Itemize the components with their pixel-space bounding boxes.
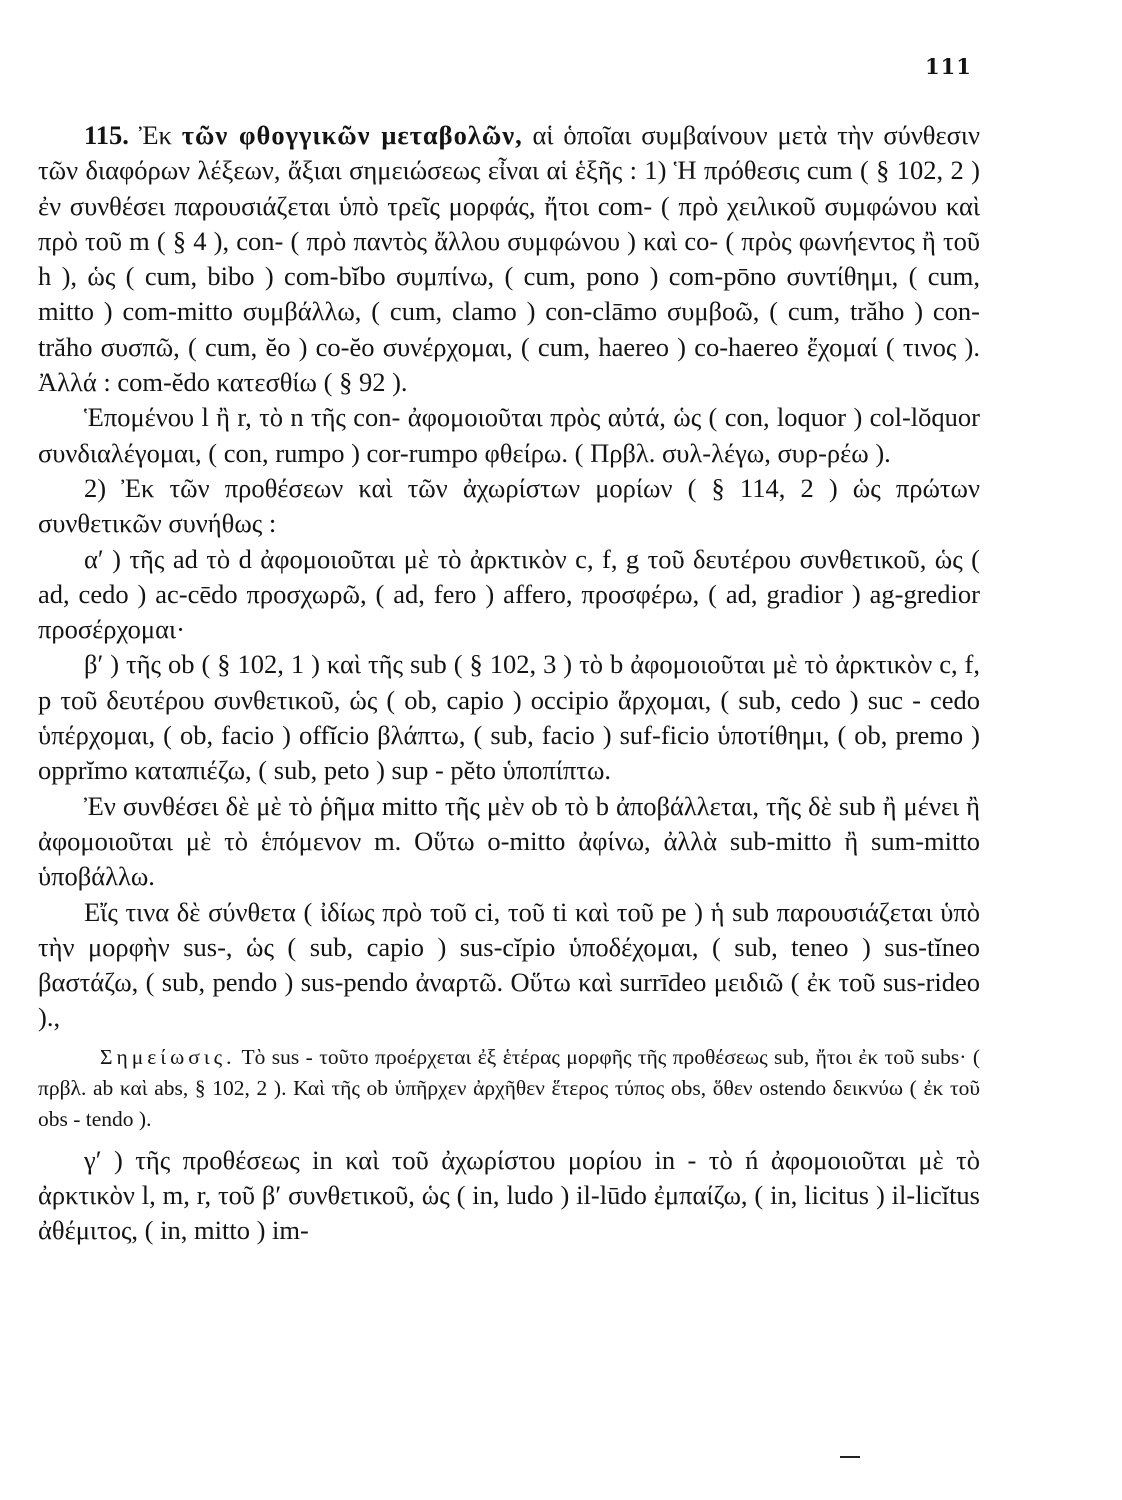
section-number: 115. (84, 120, 129, 150)
paragraph-mitto: Ἐν συνθέσει δὲ μὲ τὸ ῥῆμα mitto τῆς μὲν ob τὸ b ἀποβάλλεται, τῆς δὲ sub ἢ μένει ἢ ἀφομοιοῦται μὲ τὸ ἑπόμενον m. Οὕτω o-mitto ἀφίνω, ἀλλὰ sub-mitto ἢ sum-mitto ὑποβάλλω. (38, 790, 980, 892)
paragraph-prepositions: 2) Ἐκ τῶν προθέσεων καὶ τῶν ἀχωρίστων μορίων ( § 114, 2 ) ὡς πρώτων συνθετικῶν συνήθως : (38, 472, 980, 539)
note-block (38, 1042, 980, 1135)
paragraph-assimilation-con: Ἑπομένου l ἢ r, τὸ n τῆς con- ἀφομοιοῦται πρὸς αὐτά, ὡς ( con, loquor ) col-lŏquor συνδιαλέγομαι, ( con, rumpo ) cor-rumpo φθείρω. ( Πρβλ. συλ-λέγω, συρ-ρέω ). (38, 402, 980, 468)
page-body (38, 118, 980, 1249)
paragraph-beta-ob-sub: β′ ) τῆς ob ( § 102, 1 ) καὶ τῆς sub ( § 102, 3 ) τὸ b ἀφομοιοῦται μὲ τὸ ἀρκτικὸν c, f, p τοῦ δευτέρου συνθετικοῦ, ὡς ( ob, capio ) occipio ἄρχομαι, ( sub, cedo ) suc - cedo ὑπέρχομαι, ( ob, facio ) offĭcio βλάπτω, ( sub, facio ) suf-ficio ὑποτίθημι, ( ob, premo ) opprĭmo καταπιέζω, ( sub, peto ) sup - pĕto ὑποπίπτω. (38, 649, 980, 786)
note-text: Τὸ sus - τοῦτο προέρχεται ἐξ ἑτέρας μορφῆς τῆς προθέσεως sub, ἤτοι ἐκ τοῦ subs· ( πρβλ. ab καὶ abs, § 102, 2 ). Καὶ τῆς ob ὑπῆρχεν ἀρχῆθεν ἕτερος τύπος obs, ὅθεν ostendo δεικνύω ( ἐκ τοῦ obs - tendo ). (38, 1044, 980, 1131)
section-heading: τῶν φθογγικῶν μεταβολῶν, (181, 120, 523, 150)
page-number: 111 (925, 54, 972, 79)
section-intro-word: Ἐκ (138, 120, 172, 150)
paragraph-sus: Εἴς τινα δὲ σύνθετα ( ἰδίως πρὸ τοῦ ci, τοῦ ti καὶ τοῦ pe ) ἡ sub παρουσιάζεται ὑπὸ τὴν μορφὴν sus-, ὡς ( sub, capio ) sus-cĭpio ὑποδέχομαι, ( sub, teneo ) sus-tĭneo βαστάζω, ( sub, pendo ) sus-pendo ἀναρτῶ. Οὕτω καὶ surrīdeo μειδιῶ ( ἐκ τοῦ sus-rideo )., (38, 896, 980, 1033)
paragraph-alpha-ad: α′ ) τῆς ad τὸ d ἀφομοιοῦται μὲ τὸ ἀρκτικὸν c, f, g τοῦ δευτέρου συνθετικοῦ, ὡς ( ad, cedo ) ac-cēdo προσχωρῶ, ( ad, fero ) affero, προσφέρω, ( ad, gradior ) ag-gredior προσέρχομαι· (38, 543, 980, 645)
page-bottom-dash (840, 1456, 860, 1458)
paragraph-gamma-in: γ′ ) τῆς προθέσεως in καὶ τοῦ ἀχωρίστου μορίου in - τὸ ń ἀφομοιοῦται μὲ τὸ ἀρκτικὸν l, m, r, τοῦ β′ συνθετικοῦ, ὡς ( in, ludo ) il-lūdo ἐμπαίζω, ( in, licitus ) il-licĭtus ἀθέμιτος, ( in, mitto ) im- (38, 1144, 980, 1246)
paragraph-text: αἱ ὁποῖαι συμβαίνουν μετὰ τὴν σύνθεσιν τῶν διαφόρων λέξεων, ἄξιαι σημειώσεως εἶναι αἱ ἑξῆς : 1) Ἡ πρόθεσις cum ( § 102, 2 ) ἐν συνθέσει παρουσιάζεται ὑπὸ τρεῖς μορφάς, ἤτοι com- ( πρὸ χειλικοῦ συμφώνου καὶ πρὸ τοῦ m ( § 4 ), con- ( πρὸ παντὸς ἄλλου συμφώνου ) καὶ co- ( πρὸς φωνήεντος ἢ τοῦ h ), ὡς ( cum, bibo ) com-bĭbo συμπίνω, ( cum, pono ) com-pōno συντίθημι, ( cum, mitto ) com-mitto συμβάλλω, ( cum, clamo ) con-clāmo συμβοῶ, ( cum, trăho ) con-trăho συσπῶ, ( cum, ĕo ) co-ĕo συνέρχομαι, ( cum, haereo ) co-haereo ἔχομαί ( τινος ). Ἀλλά : com-ĕdo κατεσθίω ( § 92 ). (38, 120, 981, 398)
paragraph-section-115 (38, 118, 980, 400)
note-label: Σημείωσις. (100, 1044, 236, 1069)
